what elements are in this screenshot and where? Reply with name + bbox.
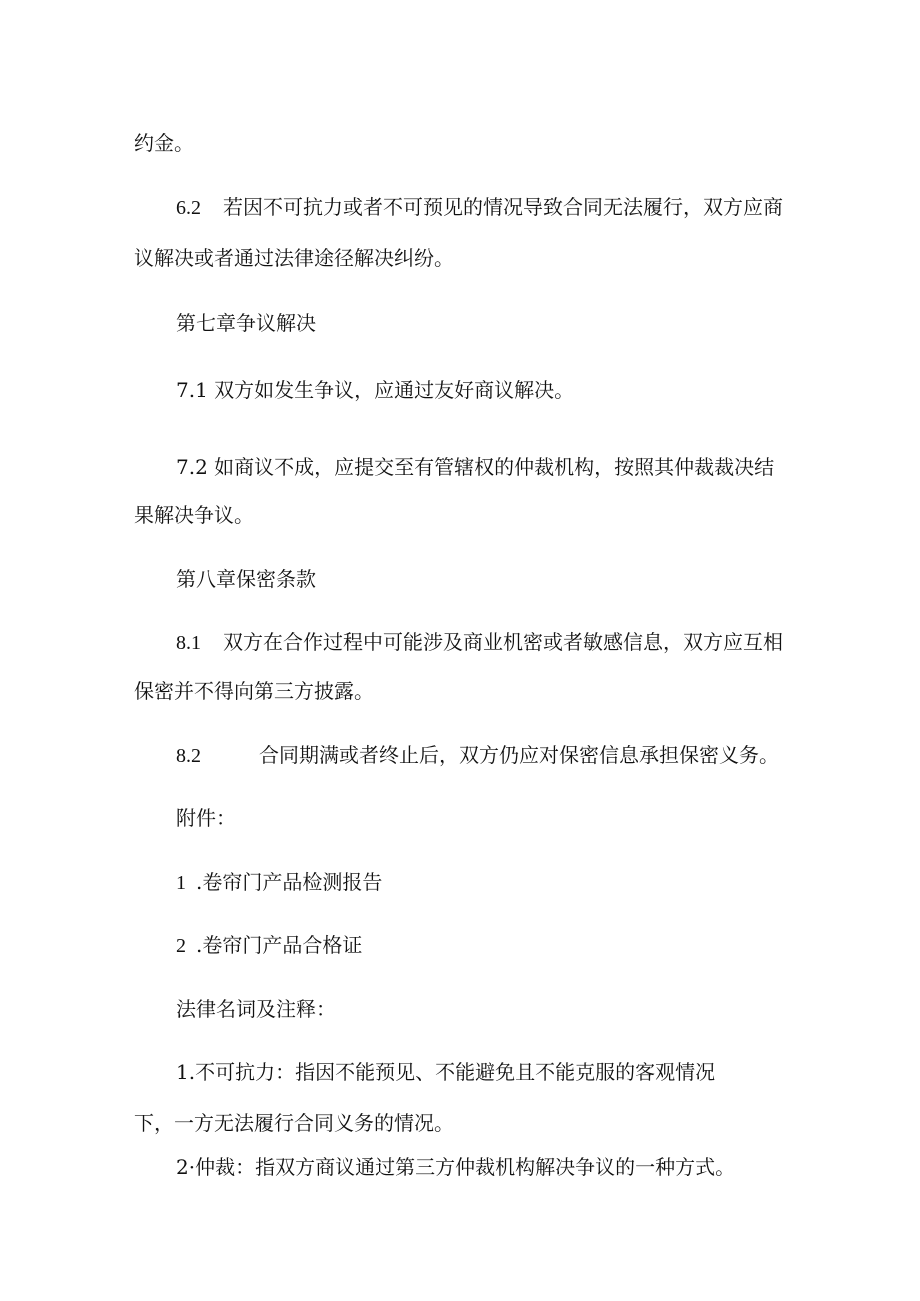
list-text: .卷帘门产品合格证 bbox=[196, 933, 363, 957]
term-2 bbox=[176, 1154, 735, 1180]
clause-text: 7.2 如商议不成，应提交至有管辖权的仲裁机构，按照其仲裁裁决结 bbox=[176, 455, 775, 479]
clause-text: 7.1 双方如发生争议，应通过友好商议解决。 bbox=[176, 378, 575, 402]
chapter-title: 第七章争议解决 bbox=[176, 311, 316, 335]
section-title: 附件： bbox=[176, 806, 236, 830]
term-text: 下，一方无法履行合同义务的情况。 bbox=[134, 1111, 454, 1135]
clause-number: 6.2 bbox=[176, 197, 201, 219]
clause-text: 合同期满或者终止后，双方仍应对保密信息承担保密义务。 bbox=[259, 743, 779, 767]
clause-7-2-line2 bbox=[134, 502, 254, 528]
clause-8-1-line2 bbox=[134, 678, 374, 704]
list-number: 1 bbox=[176, 872, 186, 894]
chapter-title: 第八章保密条款 bbox=[176, 567, 316, 591]
term-text: 1.不可抗力：指因不能预见、不能避免且不能克服的客观情况 bbox=[176, 1060, 716, 1084]
section-title: 法律名词及注释： bbox=[176, 997, 336, 1021]
term-text: 2·仲裁：指双方商议通过第三方仲裁机构解决争议的一种方式。 bbox=[176, 1155, 736, 1179]
paragraph-continuation bbox=[134, 130, 194, 156]
clause-7-2-line1 bbox=[176, 454, 774, 480]
clause-8-2 bbox=[176, 742, 779, 769]
chapter-7-heading bbox=[176, 310, 316, 336]
term-1-line2 bbox=[134, 1110, 454, 1136]
clause-6-2-line2 bbox=[134, 245, 454, 271]
attachment-item-1 bbox=[176, 869, 382, 896]
clause-text: 果解决争议。 bbox=[134, 503, 254, 527]
attachment-item-2 bbox=[176, 932, 362, 959]
clause-number: 8.2 bbox=[176, 745, 201, 767]
clause-text: 议解决或者通过法律途径解决纠纷。 bbox=[134, 246, 454, 270]
clause-text: 若因不可抗力或者不可预见的情况导致合同无法履行，双方应商 bbox=[223, 195, 783, 219]
chapter-8-heading bbox=[176, 566, 316, 592]
clause-number: 8.1 bbox=[176, 632, 201, 654]
clause-text: 保密并不得向第三方披露。 bbox=[134, 679, 374, 703]
list-text: .卷帘门产品检测报告 bbox=[196, 870, 383, 894]
clause-7-1 bbox=[176, 377, 574, 403]
paragraph-text: 约金。 bbox=[134, 131, 194, 155]
attachments-heading bbox=[176, 805, 236, 831]
clause-6-2-line1 bbox=[176, 194, 783, 221]
clause-text: 双方在合作过程中可能涉及商业机密或者敏感信息，双方应互相 bbox=[223, 630, 783, 654]
terms-heading bbox=[176, 996, 336, 1022]
term-1-line1 bbox=[176, 1059, 715, 1085]
clause-8-1-line1 bbox=[176, 629, 783, 656]
list-number: 2 bbox=[176, 935, 186, 957]
